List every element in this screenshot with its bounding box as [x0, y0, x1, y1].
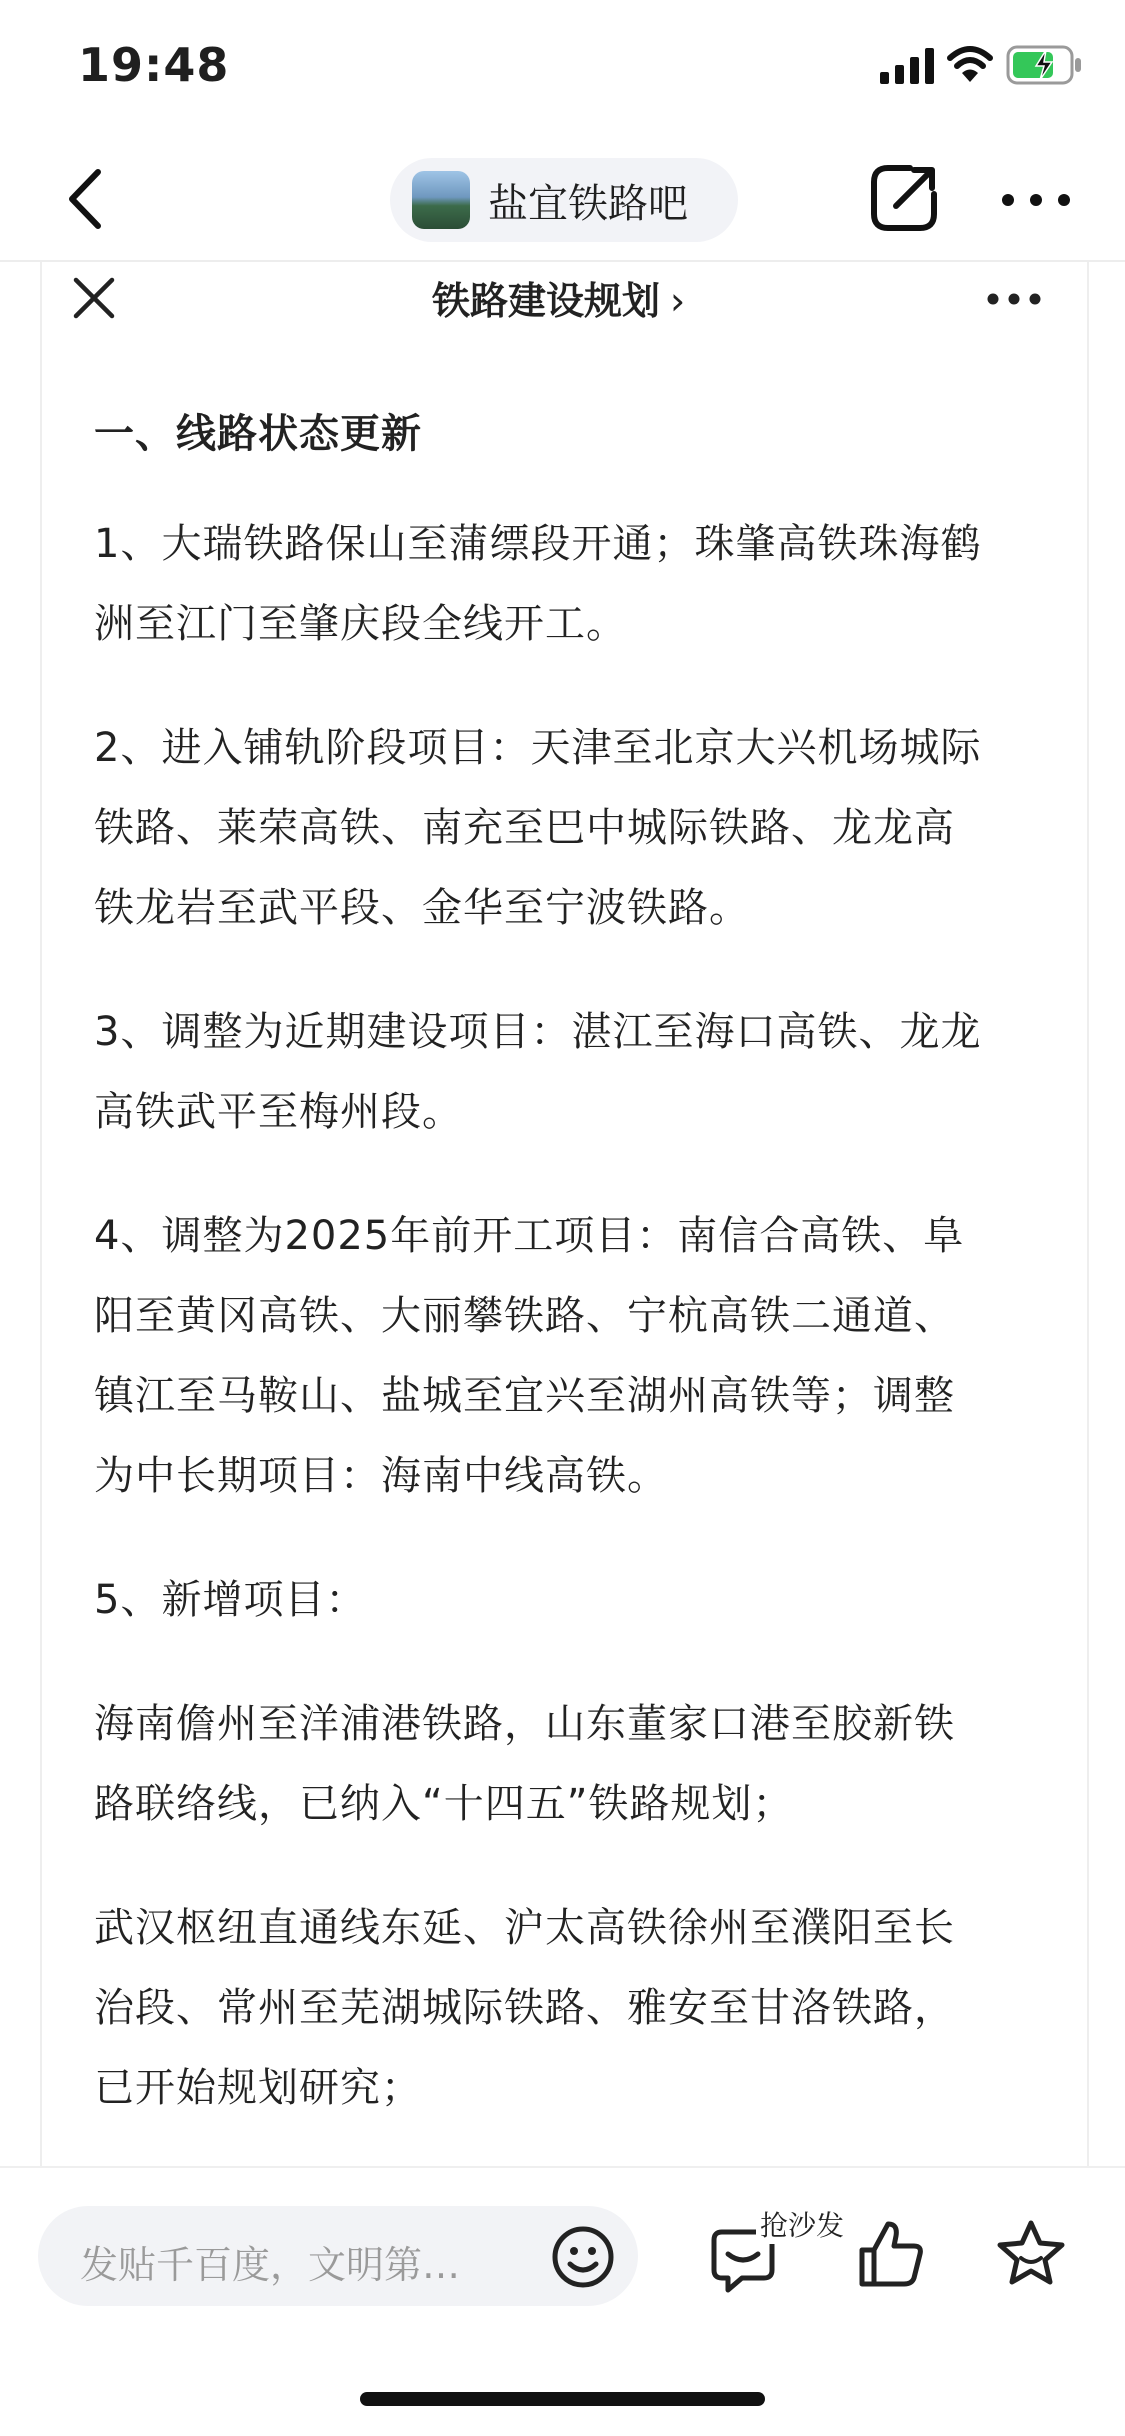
card-title-text: 铁路建设规划: [432, 279, 661, 323]
paragraph-line: 2、进入铺轨阶段项目：天津至北京大兴机场城际: [94, 725, 982, 771]
more-icon[interactable]: [1000, 192, 1072, 208]
signal-icon: [880, 48, 936, 84]
forum-avatar: [412, 171, 470, 229]
section-heading: 一、线路状态更新: [94, 411, 422, 457]
nav-bar: [0, 140, 1125, 258]
paragraph-line: 1、大瑞铁路保山至蒲缥段开通；珠肇高铁珠海鹤: [94, 521, 982, 567]
comment-placeholder: 发贴千百度，文明第…: [80, 2243, 461, 2287]
card-header: [42, 262, 1087, 352]
paragraph-line: 路联络线，已纳入“十四五”铁路规划；: [94, 1781, 794, 1827]
post-card: [40, 262, 1089, 2167]
paragraph-line: 4、调整为2025年前开工项目：南信合高铁、阜: [94, 1213, 965, 1259]
paragraph-line: 5、新增项目：: [94, 1577, 367, 1623]
paragraph-line: 洲至江门至肇庆段全线开工。: [94, 601, 627, 647]
chevron-right-icon: ›: [670, 279, 686, 323]
paragraph-line: 3、调整为近期建设项目：湛江至海口高铁、龙龙: [94, 1009, 982, 1055]
paragraph-line: 武汉枢纽直通线东延、沪太高铁徐州至濮阳至长: [94, 1905, 955, 1951]
paragraph-line: 为中长期项目：海南中线高铁。: [94, 1453, 668, 1499]
paragraph-line: 治段、常州至芜湖城际铁路、雅安至甘洛铁路，: [94, 1985, 955, 2031]
share-icon[interactable]: [866, 160, 942, 236]
paragraph-line: 已开始规划研究；: [94, 2065, 422, 2111]
status-time: 19:48: [78, 38, 230, 92]
paragraph-line: 海南儋州至洋浦港铁路，山东董家口港至胶新铁: [94, 1701, 955, 1747]
sofa-label: 抢沙发: [756, 2204, 848, 2244]
wifi-icon: [946, 44, 994, 84]
paragraph-line: 高铁武平至梅州段。: [94, 1089, 463, 1135]
home-indicator: [360, 2392, 765, 2406]
paragraph-line: 阳至黄冈高铁、大丽攀铁路、宁杭高铁二通道、: [94, 1293, 955, 1339]
forum-name: 盐宜铁路吧: [488, 180, 688, 227]
card-title[interactable]: [432, 270, 685, 325]
battery-icon: [1006, 44, 1084, 86]
back-icon[interactable]: [60, 168, 112, 230]
emoji-icon[interactable]: [550, 2224, 616, 2290]
close-icon[interactable]: [72, 276, 116, 320]
card-more-icon[interactable]: [986, 292, 1042, 306]
paragraph-line: 镇江至马鞍山、盐城至宜兴至湖州高铁等；调整: [94, 1373, 955, 1419]
star-icon[interactable]: [996, 2218, 1066, 2288]
paragraph-line: 铁路、莱荣高铁、南充至巴中城际铁路、龙龙高: [94, 805, 955, 851]
paragraph-line: 铁龙岩至武平段、金华至宁波铁路。: [94, 885, 750, 931]
like-icon[interactable]: [856, 2218, 926, 2290]
status-bar: [0, 0, 1125, 130]
forum-pill[interactable]: [390, 158, 738, 242]
comment-input[interactable]: [38, 2206, 638, 2306]
post-content: [94, 394, 1074, 2128]
